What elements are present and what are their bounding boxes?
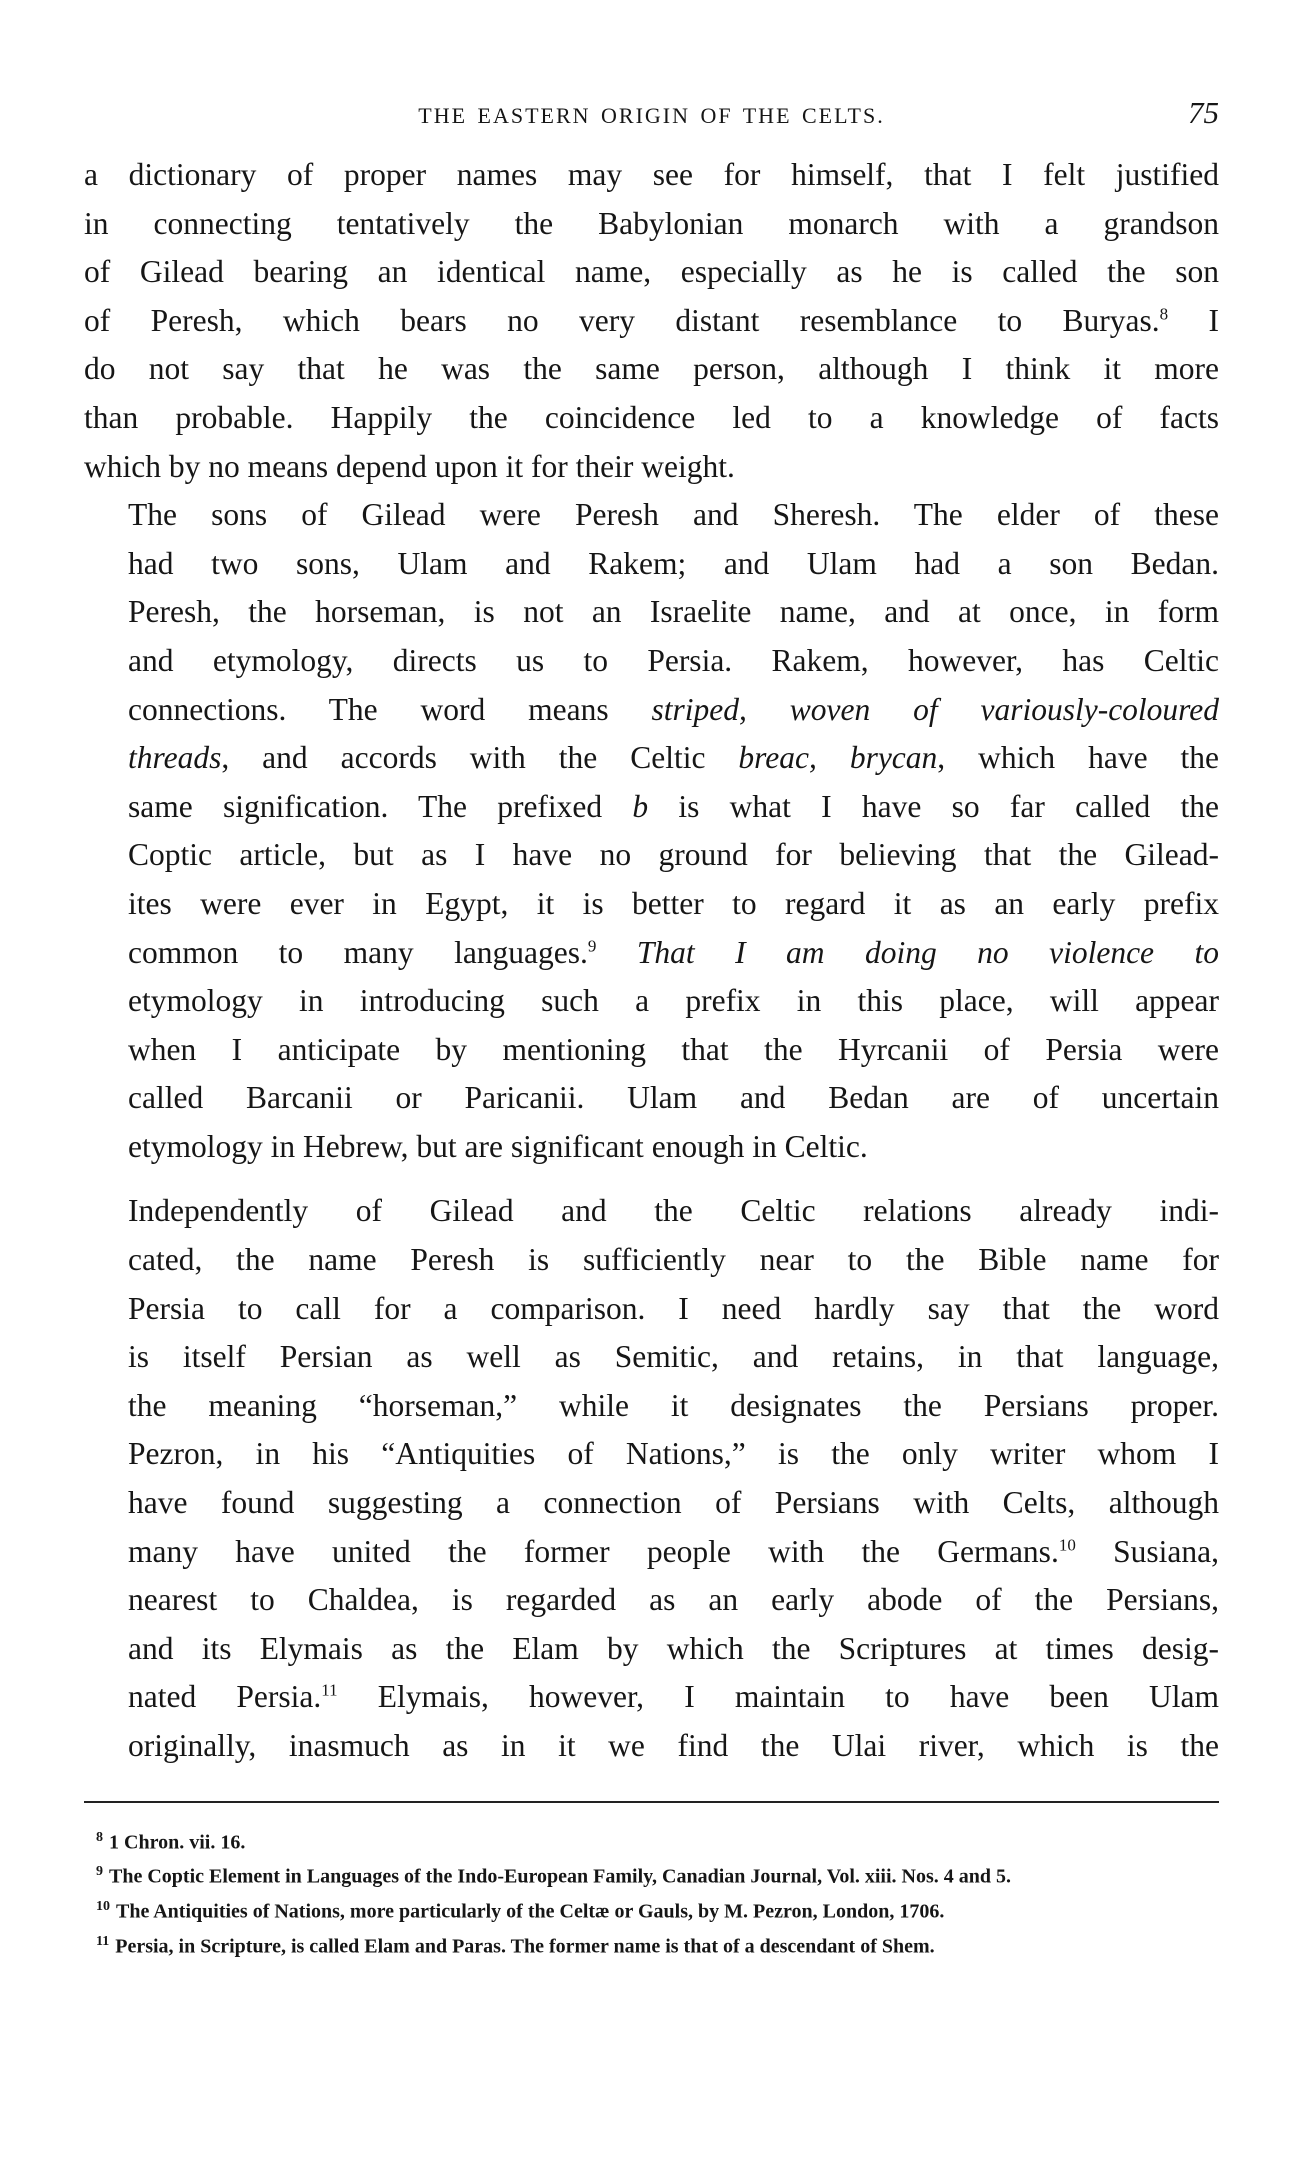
italic-text: breac, brycan xyxy=(738,740,938,776)
text-line: the meaning “horseman,” while it designates the Persians proper. xyxy=(128,1387,1219,1423)
text-line: The sons of Gilead were Peresh and Sheresh. The elder of these xyxy=(128,497,1219,533)
text-segment: , and accords with the Celtic xyxy=(221,740,706,776)
italic-text: threads xyxy=(128,740,222,776)
text-line xyxy=(84,1673,1219,1722)
text-line: had two sons, Ulam and Rakem; and Ulam had a son Bedan. xyxy=(128,545,1219,581)
text-segment: Susiana, xyxy=(1113,1533,1220,1569)
footnotes xyxy=(84,1823,1219,1962)
body-text xyxy=(84,151,1219,1771)
italic-text: b xyxy=(632,788,649,824)
footnote-ref: 11 xyxy=(321,1680,338,1700)
page-header xyxy=(84,95,1219,137)
text-segment: nated Persia. xyxy=(128,1679,322,1715)
paragraph-3 xyxy=(84,1187,1219,1770)
footnote-text: 1 Chron. vii. 16. xyxy=(109,1831,246,1854)
footnote-10 xyxy=(84,1892,1219,1927)
text-line xyxy=(84,686,1219,735)
text-segment: is what I have so far called the xyxy=(678,788,1220,824)
text-line xyxy=(84,734,1219,783)
text-line: is itself Persian as well as Semitic, and retains, in that language, xyxy=(128,1339,1219,1375)
footnote-ref: 9 xyxy=(587,936,597,955)
text-line: Peresh, the horseman, is not an Israelite name, and at once, in form xyxy=(128,594,1219,630)
text-line: do not say that he was the same person, although I think it more xyxy=(84,351,1219,387)
italic-text: That I am doing no violence to xyxy=(636,934,1219,970)
footnote-ref: 8 xyxy=(1159,304,1169,324)
footnote-text: The Antiquities of Nations, more particularly of the Celtæ or Gauls, by M. Pezron, London, 1706. xyxy=(116,1900,945,1923)
text-line: of Gilead bearing an identical name, especially as he is called the son xyxy=(84,254,1219,290)
text-line: and etymology, directs us to Persia. Rakem, however, has Celtic xyxy=(128,642,1219,678)
text-line: Independently of Gilead and the Celtic relations already indi- xyxy=(128,1193,1219,1229)
text-line: have found suggesting a connection of Persians with Celts, although xyxy=(128,1485,1219,1521)
text-segment: , which have the xyxy=(937,740,1219,776)
paragraph-2 xyxy=(84,491,1219,1171)
footnote-mark: 11 xyxy=(96,1933,110,1949)
text-line xyxy=(84,783,1219,832)
text-line xyxy=(84,297,1219,346)
text-line: etymology in introducing such a prefix in this place, will appear xyxy=(128,983,1219,1019)
running-head: THE EASTERN ORIGIN OF THE CELTS. xyxy=(418,103,885,128)
text-line: Coptic article, but as I have no ground for believing that the Gilead- xyxy=(128,837,1219,873)
text-line: which by no means depend upon it for their weight. xyxy=(84,448,735,484)
footnote-text: The Coptic Element in Languages of the Indo-European Family, Canadian Journal, Vol. xiii. Nos. 4 and 5. xyxy=(109,1865,1012,1888)
text-line: originally, inasmuch as in it we find the Ulai river, which is the xyxy=(128,1728,1219,1763)
footnote-text: Persia, in Scripture, is called Elam and Paras. The former name is that of a descendant of Shem. xyxy=(115,1935,935,1958)
text-line: called Barcanii or Paricanii. Ulam and Bedan are of uncertain xyxy=(128,1080,1219,1116)
text-segment: many have united the former people with the Germans. xyxy=(128,1533,1059,1569)
text-segment: I xyxy=(1208,302,1220,338)
text-line: in connecting tentatively the Babylonian monarch with a grandson xyxy=(84,205,1219,241)
footnote-11 xyxy=(84,1927,1219,1962)
text-line: and its Elymais as the Elam by which the Scriptures at times desig- xyxy=(128,1630,1219,1666)
footnote-mark: 9 xyxy=(96,1864,103,1880)
text-line xyxy=(84,929,1219,978)
text-line: than probable. Happily the coincidence led to a knowledge of facts xyxy=(84,399,1219,435)
footnote-divider xyxy=(84,1801,1219,1803)
paragraph-1 xyxy=(84,151,1219,491)
text-line: nearest to Chaldea, is regarded as an early abode of the Persians, xyxy=(128,1582,1219,1618)
text-line: Pezron, in his “Antiquities of Nations,” is the only writer whom I xyxy=(128,1436,1219,1472)
text-line xyxy=(84,1528,1219,1577)
text-segment: Elymais, however, I maintain to have been Ulam xyxy=(377,1679,1220,1715)
footnote-mark: 10 xyxy=(96,1898,110,1914)
text-line: ites were ever in Egypt, it is better to regard it as an early prefix xyxy=(128,885,1219,921)
text-line: Persia to call for a comparison. I need hardly say that the word xyxy=(128,1290,1219,1326)
footnote-8 xyxy=(84,1823,1219,1858)
text-line: cated, the name Peresh is sufficiently near to the Bible name for xyxy=(128,1242,1219,1278)
footnote-mark: 8 xyxy=(96,1829,103,1845)
text-line: etymology in Hebrew, but are significant enough in Celtic. xyxy=(128,1128,868,1164)
footnote-9 xyxy=(84,1857,1219,1892)
text-line: when I anticipate by mentioning that the Hyrcanii of Persia were xyxy=(128,1031,1219,1067)
book-page xyxy=(84,95,1219,1961)
text-segment: connections. The word means xyxy=(128,691,609,727)
italic-text: striped, woven of variously-coloured xyxy=(651,691,1220,727)
text-segment: of Peresh, which bears no very distant resemblance to Buryas. xyxy=(84,302,1160,338)
text-segment: common to many languages. xyxy=(128,934,588,970)
page-number: 75 xyxy=(1188,95,1219,130)
text-segment: same signification. The prefixed xyxy=(128,788,603,824)
text-line: a dictionary of proper names may see for himself, that I felt justified xyxy=(84,157,1219,192)
footnote-ref: 10 xyxy=(1058,1535,1076,1555)
